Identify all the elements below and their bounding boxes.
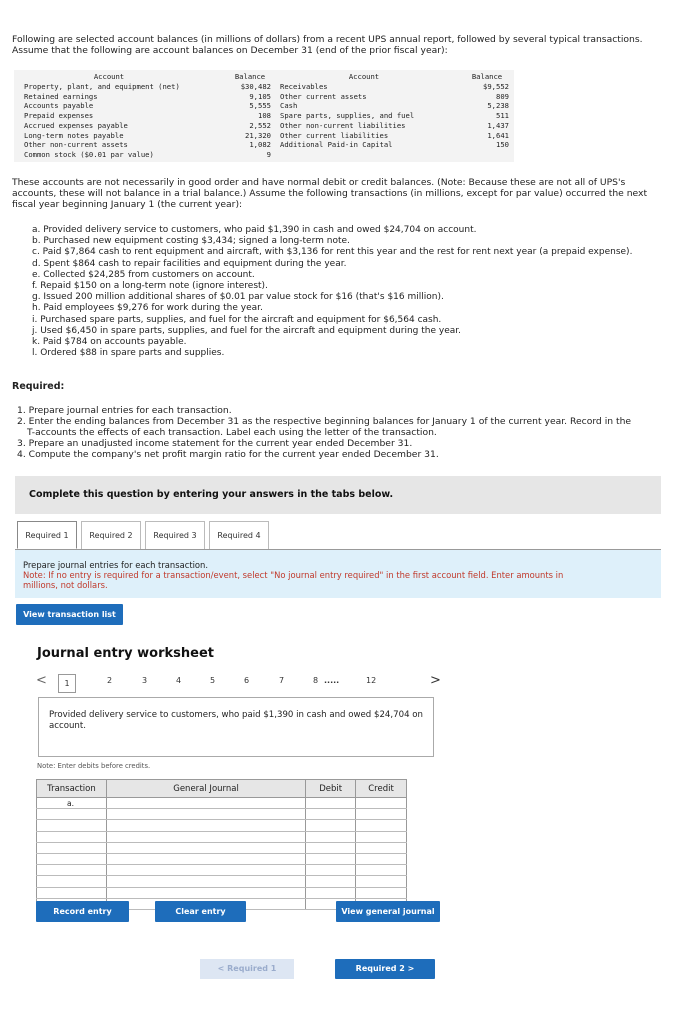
account-balance: 1,641 — [487, 130, 509, 140]
transaction-item: e. Collected $24,285 from customers on account. — [32, 269, 255, 280]
account-balance: 5,238 — [487, 101, 509, 111]
journal-entry-table — [36, 779, 407, 910]
tab-required-2[interactable]: Required 2 — [81, 521, 141, 549]
account-field[interactable] — [106, 842, 305, 853]
account-field[interactable] — [106, 809, 305, 820]
account-name: Common stock ($0.01 par value) — [24, 149, 154, 159]
credit-field[interactable] — [356, 865, 407, 876]
transaction-list — [32, 225, 672, 359]
page-8[interactable]: 8 — [313, 676, 319, 685]
instruction-banner — [15, 476, 661, 514]
prev-page-icon[interactable]: < — [36, 673, 47, 688]
account-balance: 1,082 — [249, 140, 271, 150]
transaction-cell — [37, 842, 107, 853]
debit-field[interactable] — [306, 887, 356, 898]
account-name: Other non-current assets — [24, 140, 128, 150]
transaction-cell — [37, 876, 107, 887]
transaction-cell — [37, 809, 107, 820]
account-balance: 108 — [258, 111, 271, 121]
table-row — [37, 831, 407, 842]
next-page-icon[interactable]: > — [430, 673, 441, 688]
transaction-cell — [37, 887, 107, 898]
credit-field[interactable] — [356, 876, 407, 887]
credit-field[interactable] — [356, 853, 407, 864]
account-field[interactable] — [106, 865, 305, 876]
transaction-cell — [37, 831, 107, 842]
credit-field[interactable] — [356, 887, 407, 898]
debit-field[interactable] — [306, 820, 356, 831]
account-field[interactable] — [106, 887, 305, 898]
table-row — [37, 798, 407, 809]
transaction-item: b. Purchased new equipment costing $3,434; signed a long-term note. — [32, 236, 350, 247]
table-row — [37, 809, 407, 820]
account-name: Accrued expenses payable — [24, 120, 128, 130]
required-item: 3. Prepare an unadjusted income statement for the current year ended December 31. — [17, 438, 413, 449]
account-balance: 21,320 — [245, 130, 271, 140]
account-name: Long-term notes payable — [24, 130, 124, 140]
debit-field[interactable] — [306, 798, 356, 809]
credit-field[interactable] — [356, 809, 407, 820]
col-transaction: Transaction — [37, 780, 107, 798]
account-balance: 9,105 — [249, 91, 271, 101]
account-name: Cash — [280, 101, 298, 111]
transaction-cell — [37, 853, 107, 864]
account-name: Property, plant, and equipment (net) — [24, 82, 180, 91]
view-transaction-list-button[interactable]: View transaction list — [16, 604, 123, 625]
credit-field[interactable] — [356, 820, 407, 831]
page-12[interactable]: 12 — [366, 676, 377, 685]
credit-field[interactable] — [356, 831, 407, 842]
transaction-item: k. Paid $784 on accounts payable. — [32, 337, 187, 348]
account-balance: $30,482 — [240, 82, 271, 91]
table-row — [37, 887, 407, 898]
account-balance: 5,555 — [249, 101, 271, 111]
instructions-box — [15, 550, 661, 598]
transaction-cell: a. — [37, 798, 107, 809]
debit-field[interactable] — [306, 853, 356, 864]
transaction-item: f. Repaid $150 on a long-term note (ignore interest). — [32, 281, 268, 292]
debit-field[interactable] — [306, 865, 356, 876]
transaction-item: a. Provided delivery service to customers, who paid $1,390 in cash and owed $24,704 on account. — [32, 225, 477, 235]
account-field[interactable] — [106, 876, 305, 887]
tab-required-3[interactable]: Required 3 — [145, 521, 205, 549]
note-text: These accounts are not necessarily in good order and have normal debit or credit balances. (Note: Because these are not all of UPS's accounts, these will not balance in a trial balance.) Assume the following transactions (in millions, except for par value) occurred the next fiscal year beginning January 1 (the current year): — [12, 177, 648, 210]
instructions-note: Note: If no entry is required for a transaction/event, select "No journal entry required" in the first account field. Enter amounts in — [23, 570, 564, 580]
debit-field[interactable] — [306, 831, 356, 842]
account-field[interactable] — [106, 820, 305, 831]
clear-entry-button[interactable]: Clear entry — [155, 901, 246, 922]
account-balance: 809 — [496, 91, 509, 101]
account-balance: 2,552 — [249, 120, 271, 130]
required-list — [17, 405, 667, 460]
debit-field[interactable] — [306, 842, 356, 853]
transaction-item: d. Spent $864 cash to repair facilities and equipment during the year. — [32, 258, 347, 269]
page-4[interactable]: 4 — [176, 676, 182, 685]
account-balance: 511 — [496, 111, 509, 121]
transaction-item: c. Paid $7,864 cash to rent equipment and aircraft, with $3,136 for rent this year and the rest for rent next year (a prepaid expense). — [32, 247, 633, 258]
table-row — [37, 820, 407, 831]
transaction-cell — [37, 820, 107, 831]
worksheet-title: Journal entry worksheet — [37, 646, 214, 661]
page-6[interactable]: 6 — [244, 676, 250, 685]
table-row — [37, 842, 407, 853]
col-header-balance-left: Balance — [234, 72, 266, 81]
credit-field[interactable] — [356, 842, 407, 853]
account-name: Accounts payable — [24, 101, 94, 111]
col-header-account-right: Account — [348, 72, 380, 81]
table-row — [37, 853, 407, 864]
col-header-account-left: Account — [93, 72, 125, 81]
table-row — [37, 865, 407, 876]
page-7[interactable]: 7 — [279, 676, 285, 685]
account-name: Additional Paid-in Capital — [280, 140, 393, 150]
record-entry-button[interactable]: Record entry — [36, 901, 129, 922]
next-required-button[interactable]: Required 2 > — [335, 959, 435, 979]
page-3[interactable]: 3 — [142, 676, 148, 685]
transaction-item: l. Ordered $88 in spare parts and supplies. — [32, 348, 225, 359]
page-1[interactable]: 1 — [58, 674, 76, 693]
transaction-item: h. Paid employees $9,276 for work during the year. — [32, 303, 263, 314]
tab-required-1[interactable]: Required 1 — [17, 521, 77, 549]
page-5[interactable]: 5 — [210, 676, 216, 685]
required-heading: Required: — [12, 381, 65, 392]
account-name: Retained earnings — [24, 91, 98, 101]
banner-text: Complete this question by entering your answers in the tabs below. — [29, 489, 394, 500]
account-field[interactable] — [106, 798, 305, 809]
debits-note: Note: Enter debits before credits. — [37, 762, 151, 770]
account-name: Prepaid expenses — [24, 111, 94, 121]
account-name: Receivables — [280, 82, 328, 91]
account-balance: 150 — [496, 140, 509, 150]
transaction-item: g. Issued 200 million additional shares of $0.01 par value stock for $16 (that's $16 million). — [32, 292, 444, 303]
account-name: Other non-current liabilities — [280, 120, 406, 130]
instructions-note-cont: millions, not dollars. — [23, 580, 108, 590]
account-balance: 1,437 — [487, 120, 509, 130]
instructions-main: Prepare journal entries for each transaction. — [23, 560, 209, 570]
account-name: Spare parts, supplies, and fuel — [280, 111, 415, 121]
account-name: Other current liabilities — [280, 130, 389, 140]
page-ellipsis: ..... — [324, 676, 340, 685]
credit-field[interactable] — [356, 798, 407, 809]
required-item: 4. Compute the company's net profit margin ratio for the current year ended December 31. — [17, 449, 439, 460]
debit-field[interactable] — [306, 876, 356, 887]
account-field[interactable] — [106, 831, 305, 842]
page-2[interactable]: 2 — [107, 676, 113, 685]
intro-text: Following are selected account balances (in millions of dollars) from a recent UPS annual report, followed by several typical transactions. Assume that the following are account balances on December 31 (end of the prior fiscal year): — [12, 34, 643, 56]
transaction-description: Provided delivery service to customers, who paid $1,390 in cash and owed $24,704 on account. — [38, 697, 434, 757]
account-name: Other current assets — [280, 91, 367, 101]
transaction-item: j. Used $6,450 in spare parts, supplies, and fuel for the aircraft and equipment during the year. — [32, 325, 461, 336]
account-balance: $9,552 — [483, 82, 509, 91]
transaction-cell — [37, 865, 107, 876]
table-row — [37, 876, 407, 887]
col-credit: Credit — [356, 780, 407, 798]
view-general-journal-button[interactable]: View general journal — [336, 901, 440, 922]
col-header-balance-right: Balance — [471, 72, 503, 81]
required-item: 1. Prepare journal entries for each transaction. — [17, 405, 232, 416]
required-item: 2. Enter the ending balances from December 31 as the respective beginning balances for January 1 of the current year. Record in the — [17, 416, 632, 427]
transaction-item: i. Purchased spare parts, supplies, and fuel for the aircraft and equipment for $6,564 cash. — [32, 314, 442, 325]
required-item: T-accounts the effects of each transaction. Label each using the letter of the transaction. — [27, 427, 437, 438]
account-field[interactable] — [106, 853, 305, 864]
col-debit: Debit — [306, 780, 356, 798]
tab-required-4[interactable]: Required 4 — [209, 521, 269, 549]
debit-field[interactable] — [306, 809, 356, 820]
account-balance: 9 — [266, 149, 271, 159]
prev-required-button[interactable]: < Required 1 — [200, 959, 294, 979]
col-general-journal: General Journal — [106, 780, 305, 798]
